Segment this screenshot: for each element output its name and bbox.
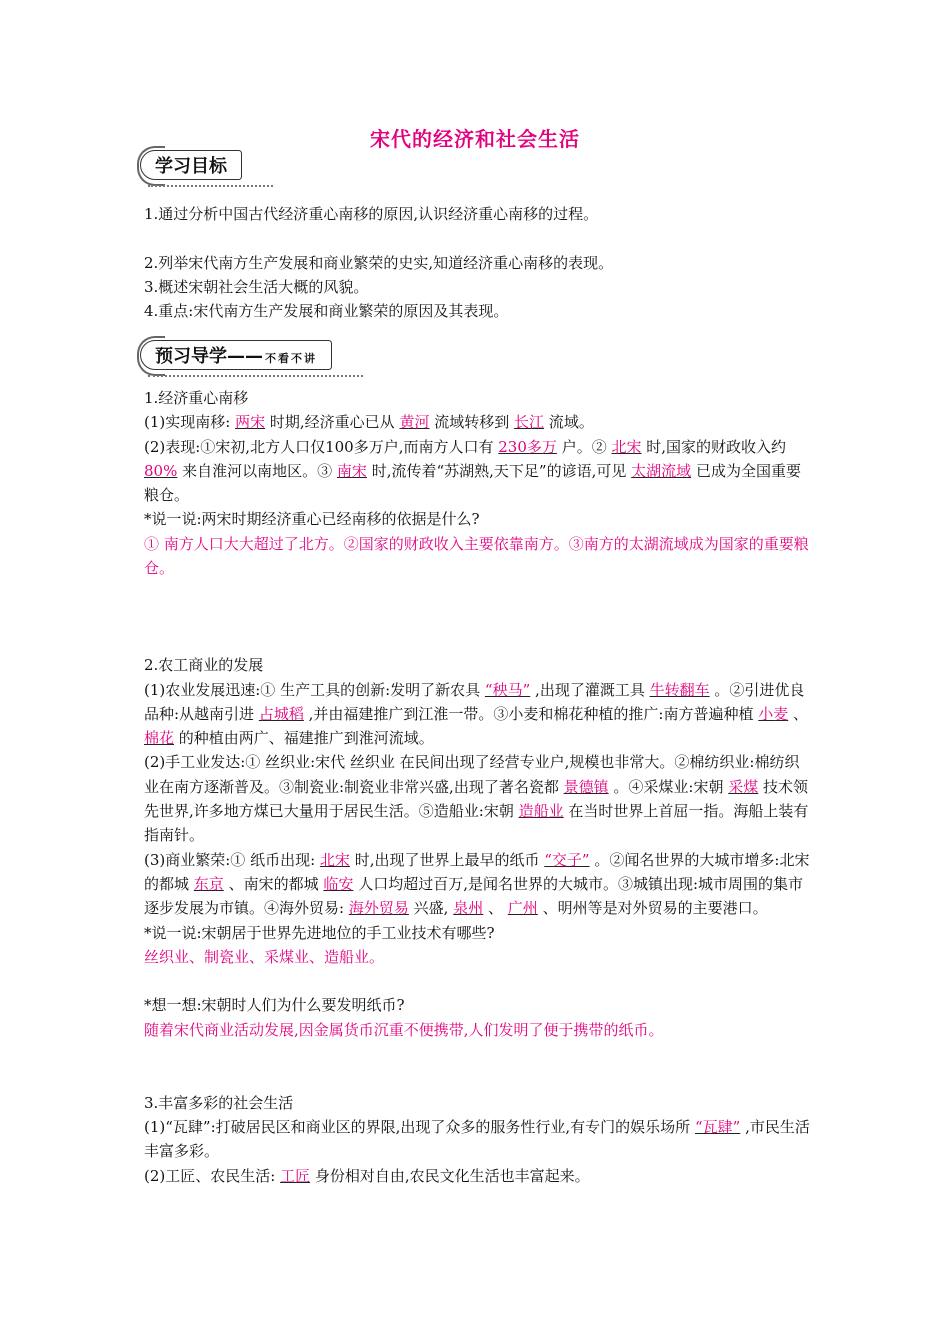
header-label: [140, 340, 332, 370]
answer-blank: 泉州: [453, 899, 484, 918]
question: *说一说:两宋时期经济重心已经南移的依据是什么?: [144, 510, 480, 529]
answer-blank: 占城稻: [258, 704, 304, 723]
answer-blank: 长江: [514, 413, 545, 432]
answer-blank: 东京: [193, 874, 224, 893]
answer-blank: “交子”: [544, 850, 590, 869]
answer-text: 随着宋代商业活动发展,因金属货币沉重不便携带,人们发明了便于携带的纸币。: [144, 1020, 664, 1039]
answer-blank: “瓦肆”: [694, 1117, 741, 1136]
question: *想一想:宋朝时人们为什么要发明纸币?: [144, 996, 405, 1015]
answer-blank: 小麦: [758, 704, 789, 723]
answer-blank: 两宋: [235, 413, 266, 432]
paragraph: (1)“瓦肆”:打破居民区和商业区的界限,出现了众多的服务性行业,有专门的娱乐场所 “瓦肆” ,市民生活丰富多彩。: [144, 1117, 810, 1161]
answer-text: 丝织业、制瓷业、采煤业、造船业。: [144, 947, 385, 966]
answer-blank: 牛转翻车: [649, 680, 710, 699]
answer-blank: 黄河: [399, 413, 430, 432]
answer-blank: 工匠: [280, 1166, 311, 1185]
paragraph: (2)表现:①宋初,北方人口仅100多万户,而南方人口有 230多万 户。② 北宋 时,国家的财政收入约 80% 来自淮河以南地区。③ 南宋 时,流传着“苏湖熟,天下足”的谚语,可见 太湖流域 已成为全国重要粮仓。: [144, 437, 801, 505]
paragraph: (3)商业繁荣:① 纸币出现: 北宋 时,出现了世界上最早的纸币 “交子” 。②闻名世界的大城市增多:北宋的都城 东京 、南宋的都城 临安 人口均超过百万,是闻名世界的大城市。③城镇出现:城市周围的集市逐步发展为市镇。④海外贸易: 海外贸易 兴盛, 泉州 、 广州 、明州等是对外贸易的主要港口。: [144, 850, 810, 918]
header-main-text: 预习导学——: [155, 346, 263, 367]
answer-blank: 230多万: [498, 437, 557, 456]
goal-item: 3.概述宋朝社会生活大概的风貌。: [144, 277, 369, 296]
goal-item: 1.通过分析中国古代经济重心南移的原因,认识经济重心南移的过程。: [144, 205, 599, 223]
header-dotted-line: [148, 375, 363, 377]
answer-blank: 造船业: [518, 802, 564, 821]
section-header-preview: [140, 340, 332, 370]
paragraph: (1)实现南移: 两宋 时期,经济重心已从 黄河 流域转移到 长江 流域。: [144, 413, 594, 432]
question: *说一说:宋朝居于世界先进地位的手工业技术有哪些?: [144, 923, 495, 942]
goal-item: 2.列举宋代南方生产发展和商业繁荣的史实,知道经济重心南移的表现。: [144, 253, 614, 272]
paragraph: (2)工匠、农民生活: 工匠 身份相对自由,农民文化生活也丰富起来。: [144, 1166, 590, 1185]
header-arc-decoration: [137, 146, 165, 186]
goal-item: 4.重点:宋代南方生产发展和商业繁荣的原因及其表现。: [144, 302, 509, 321]
header-sub-text: 不看不讲: [265, 352, 317, 365]
answer-blank: 北宋: [319, 850, 350, 869]
answer-blank: 海外贸易: [348, 899, 409, 918]
section-heading: 3.丰富多彩的社会生活: [144, 1093, 294, 1112]
answer-blank: 广州: [507, 899, 538, 918]
answer-blank: 景德镇: [563, 777, 609, 796]
answer-blank: 棉花: [144, 729, 175, 748]
paragraph: (2)手工业发达:① 丝织业:宋代 丝织业 在民间出现了经营专业户,规模也非常大。②棉纺织业:棉纺织业在南方逐渐普及。③制瓷业:制瓷业非常兴盛,出现了著名瓷都 景德镇 。④采煤业:宋朝 采煤 技术领先世界,许多地方煤已大量用于居民生活。⑤造船业:宋朝 造船业 在当时世界上首屈一指。海船上装有指南针。: [144, 753, 809, 845]
header-label: 学习目标: [140, 150, 242, 180]
answer-blank: 太湖流域: [631, 461, 692, 480]
header-arc-decoration: [137, 336, 165, 376]
main-content: [144, 386, 812, 1188]
page-title: 宋代的经济和社会生活: [370, 127, 580, 151]
section-heading: 1.经济重心南移: [144, 389, 249, 407]
section-header-goals: [140, 150, 242, 180]
header-dotted-line: [148, 185, 273, 187]
answer-blank: 临安: [323, 874, 354, 893]
section-heading: 2.农工商业的发展: [144, 656, 264, 675]
answer-blank: 采煤: [728, 777, 759, 796]
answer-text: ① 南方人口大大超过了北方。②国家的财政收入主要依靠南方。③南方的太湖流域成为国家的重要粮仓。: [144, 534, 809, 578]
answer-blank: “秧马”: [484, 680, 531, 699]
answer-blank: 80%: [144, 461, 178, 480]
goals-list: [144, 202, 812, 323]
answer-blank: 南宋: [336, 461, 367, 480]
answer-blank: 北宋: [611, 437, 642, 456]
paragraph: (1)农业发展迅速:① 生产工具的创新:发明了新农具 “秧马” ,出现了灌溉工具 牛转翻车 。②引进优良品种:从越南引进 占城稻 ,并由福建推广到江淮一带。③小麦和棉花种植的推广:南方普遍种植 小麦 、 棉花 的种植由两广、福建推广到淮河流域。: [144, 680, 809, 748]
